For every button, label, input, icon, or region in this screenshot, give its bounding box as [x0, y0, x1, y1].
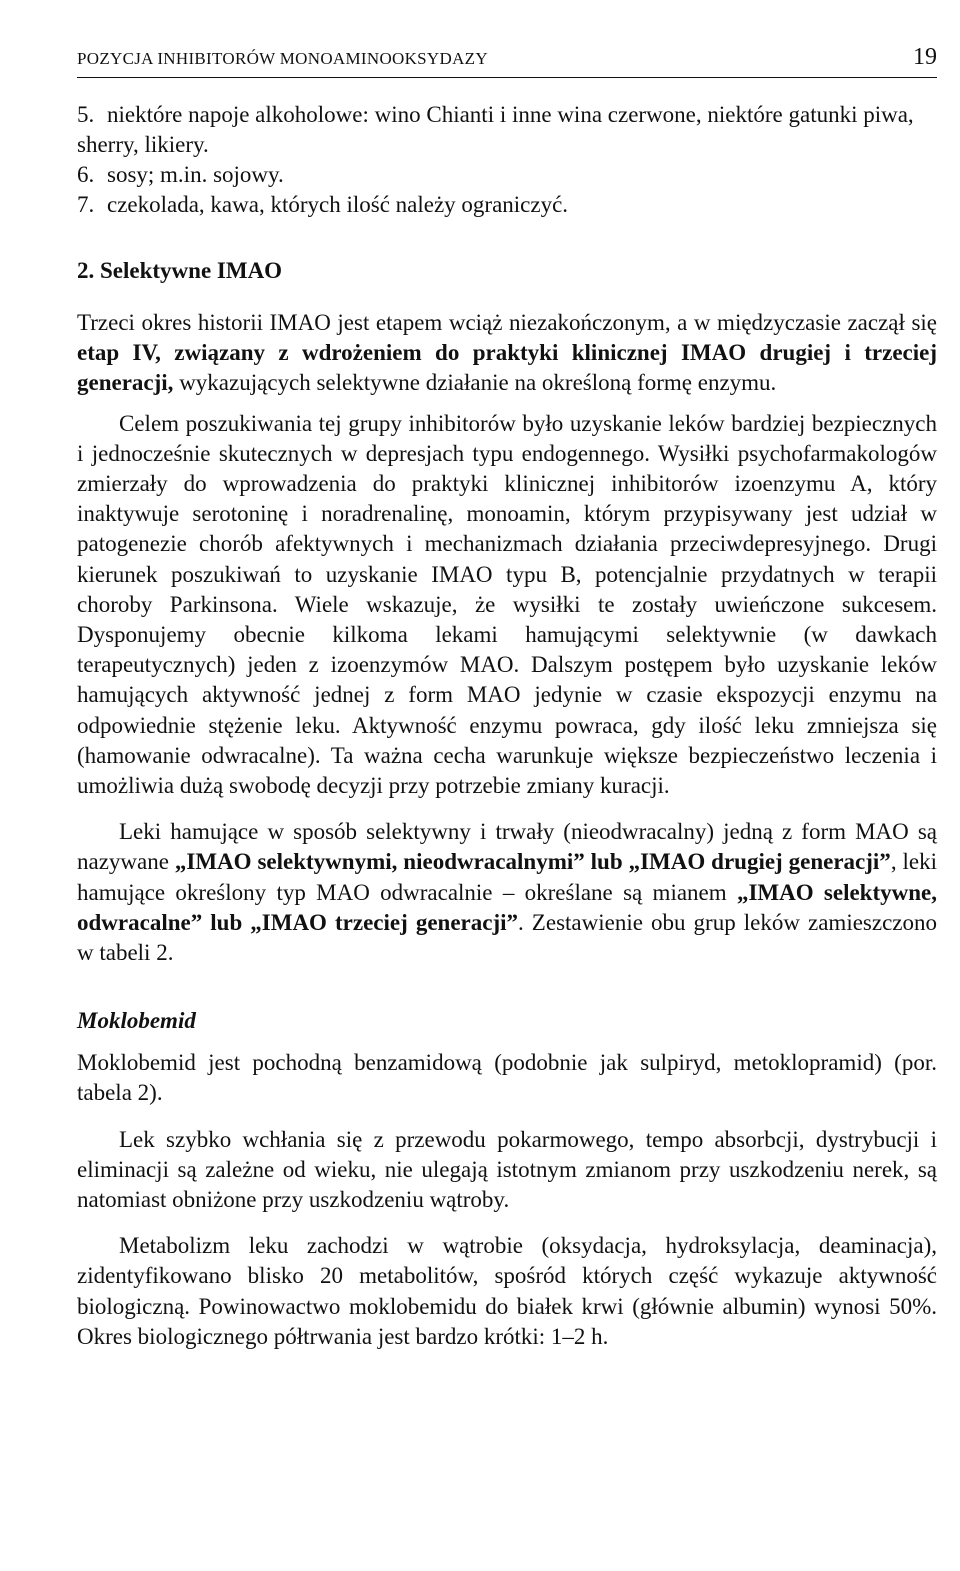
text-run: Leki hamujące w sposób selektywny i trwały (nieodwracalny) jedną z form MAO są nazywane [77, 819, 937, 875]
list-item [77, 100, 937, 160]
list-item-number: 5. [77, 102, 95, 127]
bold-run: „IMAO selektywne, odwracalne” lub „IMAO trzeciej generacji” [77, 879, 937, 935]
list-item [77, 190, 937, 220]
bold-run: etap IV, związany z wdrożeniem do praktyki klinicznej IMAO drugiej i trzeciej generacji, [77, 340, 937, 396]
list-item-text: czekolada, kawa, których ilość należy ograniczyć. [107, 192, 569, 217]
paragraph-goal: Celem poszukiwania tej grupy inhibitorów było uzyskanie leków bardziej bezpiecznych i jednocześnie skutecznych w depresjach typu endogennego. Wysiłki psychofarmakologów zmierzały do wprowadzenia do praktyki klinicznej inhibitorów izoenzymu A, który inaktywuje serotoninę i noradrenalinę, monoamin, którym przypisywany jest udział w patogenezie chorób afektywnych i mechanizmach działania przeciwdepresyjnego. Drugi kierunek poszukiwań to uzyskanie IMAO typu B, potencjalnie przydatnych w terapii choroby Parkinsona. Wiele wskazuje, że wysiłki te zostały uwieńczone sukcesem. Dysponujemy obecnie kilkoma lekami hamującymi selektywnie (w dawkach terapeutycznych) jeden z izoenzymów MAO. Dalszym postępem było uzyskanie leków hamujących aktywność jednej z form MAO jedynie w czasie ekspozycji enzymu na odpowiednie stężenie leku. Aktywność enzymu powraca, gdy ilość leku zmniejsza się (hamowanie odwracalne). Ta ważna cecha warunkuje większe bezpieczeństwo leczenia i umożliwia dużą swobodę decyzji przy potrzebie zmiany kuracji. [77, 410, 937, 799]
running-head: POZYCJA INHIBITORÓW MONOAMINOOKSYDAZY [77, 49, 488, 68]
paragraph-moklobemid-3: Metabolizm leku zachodzi w wątrobie (oksydacja, hydroksylacja, deaminacja), zidentyfikowano blisko 20 metabolitów, spośród których część wykazuje aktywność biologiczną. Powinowactwo moklobemidu do białek krwi (głównie albumin) wynosi 50%. Okres biologicznego półtrwania jest bardzo krótki: 1–2 h. [77, 1233, 937, 1349]
bold-run: „IMAO selektywnymi, nieodwracalnymi” lub „IMAO drugiej generacji” [174, 849, 891, 875]
list-item-text: niektóre napoje alkoholowe: wino Chianti i inne wina czerwone, niektóre gatunki piwa, sherry, likiery. [77, 102, 914, 157]
numbered-list [77, 100, 937, 220]
list-item-number: 6. [77, 162, 95, 187]
text-run: . Zestawienie obu grup leków zamieszczono w tabeli 2. [77, 909, 937, 966]
paragraph-moklobemid-1: Moklobemid jest pochodną benzamidową (podobnie jak sulpiryd, metoklopramid) (por. tabela 2). [77, 1050, 937, 1106]
page-number: 19 [913, 44, 937, 70]
paragraph-moklobemid-2: Lek szybko wchłania się z przewodu pokarmowego, tempo absorbcji, dystrybucji i eliminacji są zależne od wieku, nie ulegają istotnym zmianom przy uszkodzeniu nerek, są natomiast obniżone przy uszkodzeniu wątroby. [77, 1126, 937, 1213]
subsection-heading: Moklobemid [77, 1008, 196, 1034]
paragraph-intro [77, 308, 937, 399]
list-item [77, 160, 937, 190]
page-header [77, 44, 937, 78]
list-item-number: 7. [77, 192, 95, 217]
section-heading: 2. Selektywne IMAO [77, 258, 283, 283]
text-run: , leki hamujące określony typ MAO odwracalnie – określane są mianem [77, 849, 937, 905]
paragraph-classification [77, 817, 937, 968]
list-item-text: sosy; m.in. sojowy. [107, 162, 284, 187]
text-run: wykazujących selektywne działanie na określoną formę enzymu. [173, 370, 777, 396]
book-page [77, 44, 937, 1352]
text-run: Trzeci okres historii IMAO jest etapem wciąż niezakończonym, a w międzyczasie zaczął się [77, 310, 937, 335]
